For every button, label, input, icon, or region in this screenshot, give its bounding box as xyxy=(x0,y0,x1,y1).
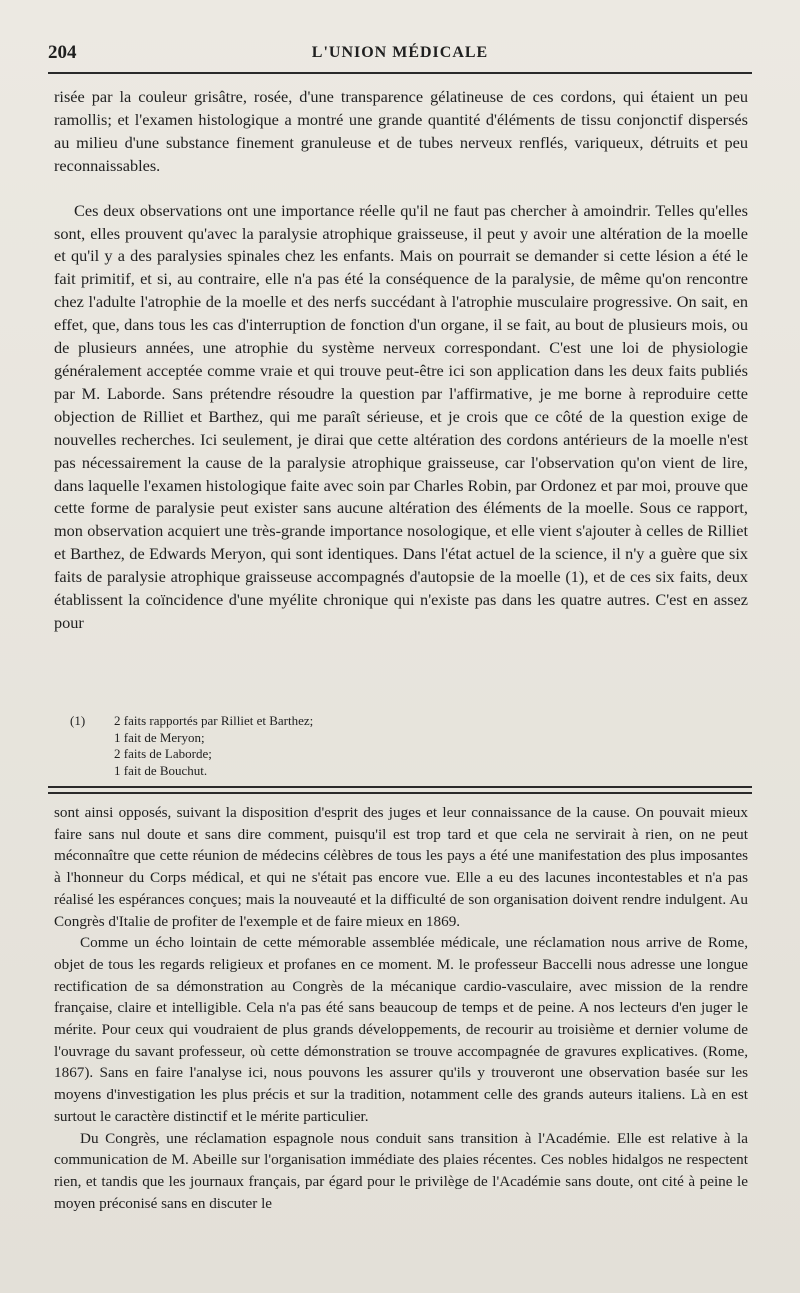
paragraph: risée par la couleur grisâtre, rosée, d'une transparence gélatineuse de ces cordons, qui étaient un peu ramollis; et l'examen histologique a montré une grande quantité d'éléments de tissu conjonctif dispersés au milieu d'une substance finement granuleuse et de tubes nerveux renflés, variqueux, détruits et peu reconnaissables. xyxy=(54,87,748,175)
footnote-text: 1 fait de Meryon; xyxy=(114,729,205,745)
footnote-item xyxy=(70,713,370,730)
main-text-column xyxy=(54,86,748,635)
paragraph: Ces deux observations ont une importance réelle qu'il ne faut pas chercher à amoindrir. Telles qu'elles sont, elles prouvent qu'avec la paralysie atrophique graisseuse, il peut y avoir une altération de la moelle et qu'il y a des paralysies spinales chez les enfants. Mais on pourrait se demander si cette lésion a été le fait primitif, et si, au contraire, elle n'a pas été la conséquence de la paralysie, de même qu'on rencontre chez l'adulte l'atrophie de la moelle et des nerfs succédant à l'atrophie musculaire progressive. On sait, en effet, que, dans tous les cas d'interruption de fonction d'un organe, il se fait, au bout de plusieurs mois, ou de plusieurs années, une atrophie du système nerveux correspondant. C'est une loi de physiologie généralement acceptée comme vraie et qui trouve peut-être ici son application dans les deux faits publiés par M. Laborde. Sans prétendre résoudre la question par l'affirmative, je me borne à reproduire cette objection de Rilliet et Barthez, qui me paraît sérieuse, et je crois que ce côté de la question exige de nouvelles recherches. Ici seulement, je dirai que cette altération des cordons antérieurs de la moelle n'est pas nécessairement la cause de la paralysie atrophique graisseuse, car l'observation qu'on vient de lire, dans laquelle l'examen histologique faite avec soin par Charles Robin, par Ordonez et par moi, prouve que cette forme de paralysie peut exister sans aucune altération des éléments de la moelle. Sous ce rapport, mon observation acquiert une très-grande importance nosologique, et elle vient s'ajouter à celles de Rilliet et Barthez, de Edwards Meryon, qui sont identiques. Dans l'état actuel de la science, il n'y a guère que six faits de paralysie atrophique graisseuse accompagnés d'autopsie de la moelle (1), et de ces six faits, deux établissent la coïncidence d'une myélite chronique qui n'existe pas dans les quatre autres. C'est en assez pour xyxy=(54,200,748,632)
footnote-list xyxy=(70,713,370,779)
header-rule xyxy=(48,72,752,74)
paragraph: Comme un écho lointain de cette mémorable assemblée médicale, une réclamation nous arrive de Rome, objet de tous les regards religieux et profanes en ce moment. M. le professeur Baccelli nous adresse une longue rectification de sa démonstration au Congrès de la mécanique cardio-vasculaire, avec mission de la rendre française, claire et intelligible. Cela n'a pas été sans beaucoup de temps et de peine. A nos lecteurs d'en juger le mérite. Pour ceux qui voudraient de plus grands développements, de recourir au troisième et dernier volume de l'ouvrage du savant professeur, où cette démonstration se trouve accompagnée de gravures explicatives. (Rome, 1867). Sans en faire l'analyse ici, nous pouvons les assurer qu'ils y trouveront une observation basée sur les moyens d'investigation les plus précis et sur la tradition, notamment celle des grands auteurs italiens. Là en est surtout le caractère distinctif et le mérite particulier. xyxy=(54,934,748,1125)
page-number: 204 xyxy=(48,42,77,63)
footnote-text: 1 fait de Bouchut. xyxy=(114,762,208,778)
paragraph: sont ainsi opposés, suivant la disposition d'esprit des juges et leur connaissance de la cause. On pouvait mieux faire sans nul doute et sans dire comment, puisqu'il est trop tard et que cela ne servirait à rien, on ne peut méconnaître que cette réunion de médecins célèbres de tous les pays a été une manifestation des plus imposantes à l'honneur du Corps médical, et qui ne s'était pas encore vue. Elle a eu des lacunes incontestables et n'a pas réalisé les espérances conçues; mais la nouveauté et la difficulté de son organisation doivent rendre indulgent. Au Congrès d'Italie de profiter de l'exemple et de faire mieux en 1869. xyxy=(54,804,748,930)
footnote-item xyxy=(70,763,370,780)
footnote-mark xyxy=(70,730,114,747)
footnote-mark xyxy=(70,763,114,780)
footnote-item xyxy=(70,730,370,747)
footnote-text: 2 faits de Laborde; xyxy=(114,746,212,761)
paragraph: Du Congrès, une réclamation espagnole nous conduit sans transition à l'Académie. Elle est relative à la communication de M. Abeille sur l'organisation immédiate des plaies récentes. Ces nobles hidalgos ne respectent rien, et tandis que les journaux français, par égard pour le privilège de l'Académie sans doute, ont cité à peine le moyen préconisé sans en discuter le xyxy=(54,1129,748,1212)
feuilleton-text-column xyxy=(54,802,748,1214)
footnote-item xyxy=(70,746,370,763)
section-divider xyxy=(48,786,752,794)
running-title: L'UNION MÉDICALE xyxy=(311,44,489,61)
page-header xyxy=(48,42,752,72)
footnote-text: 2 faits rapportés par Rilliet et Barthez; xyxy=(114,713,314,728)
footnote-mark xyxy=(70,746,114,763)
footnote-mark: (1) xyxy=(70,713,86,728)
